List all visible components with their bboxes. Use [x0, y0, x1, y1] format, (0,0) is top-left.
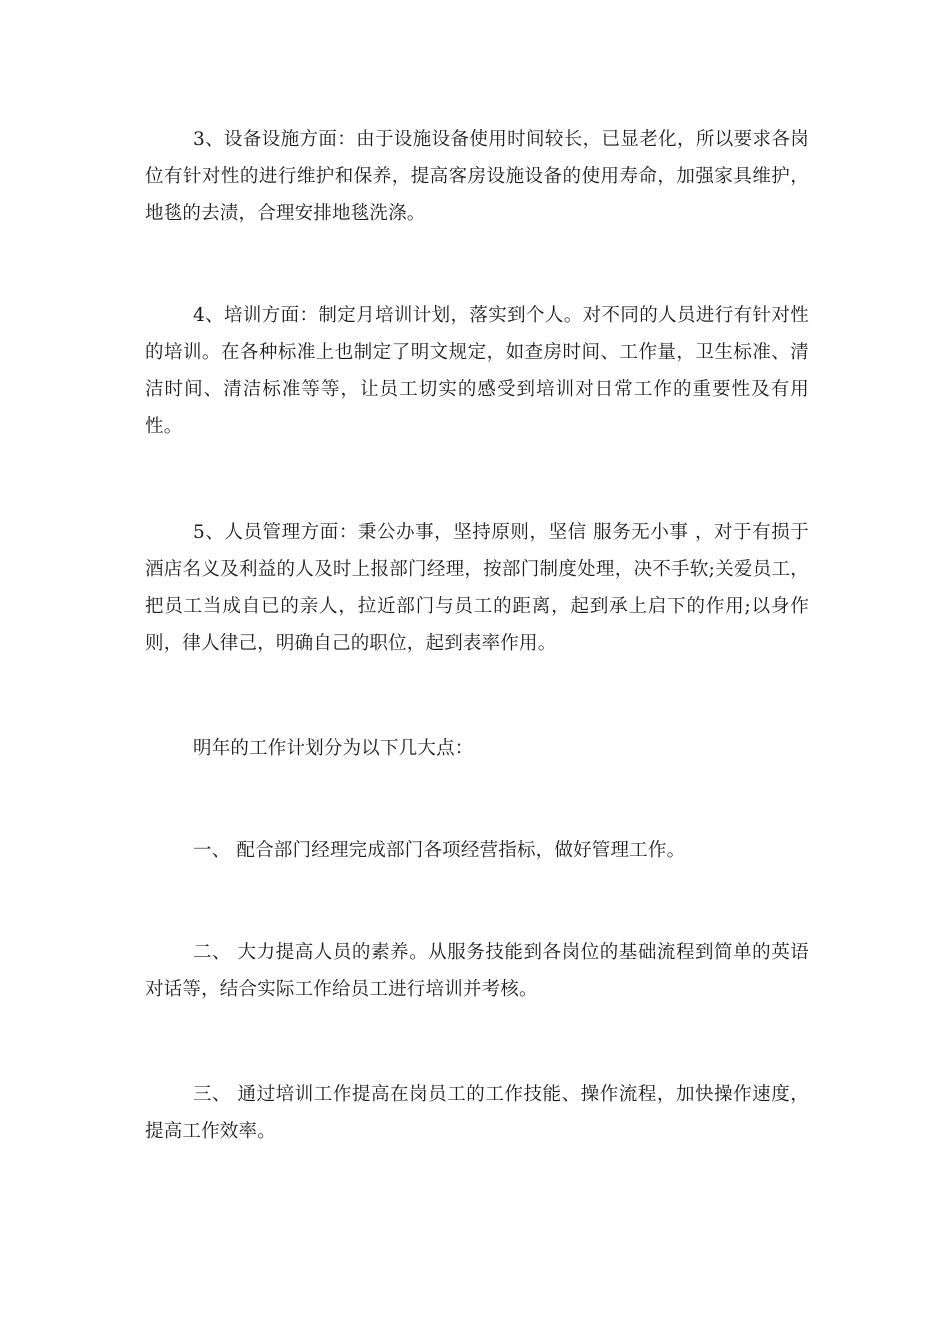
- paragraph-equipment-facilities: 3、设备设施方面：由于设施设备使用时间较长，已显老化，所以要求各岗位有针对性的进行维护和保养，提高客房设施设备的使用寿命，加强家具维护，地毯的去渍，合理安排地毯洗涤。: [145, 129, 809, 224]
- plan-item-3: 三、 通过培训工作提高在岗员工的工作技能、操作流程，加快操作速度，提高工作效率。: [145, 1084, 809, 1142]
- plan-item-2: 二、 大力提高人员的素养。从服务技能到各岗位的基础流程到简单的英语对话等，结合实际工作给员工进行培训并考核。: [145, 942, 809, 1000]
- paragraph-training: 4、培训方面：制定月培训计划，落实到个人。对不同的人员进行有针对性的培训。在各种标准上也制定了明文规定，如查房时间、工作量，卫生标准、清洁时间、清洁标准等等，让员工切实的感受到培训对日常工作的重要性及有用性。: [145, 305, 809, 437]
- paragraph-personnel-management: 5、人员管理方面：秉公办事，坚持原则，坚信 服务无小事 ，对于有损于酒店名义及利益的人及时上报部门经理，按部门制度处理，决不手软;关爱员工，把员工当成自已的亲人，拉近部门与员工的距离，起到承上启下的作用;以身作则，律人律己，明确自己的职位，起到表率作用。: [145, 522, 809, 654]
- paragraph-next-year-plan-intro: 明年的工作计划分为以下几大点：: [193, 738, 474, 759]
- plan-item-1: 一、 配合部门经理完成部门各项经营指标，做好管理工作。: [193, 840, 686, 861]
